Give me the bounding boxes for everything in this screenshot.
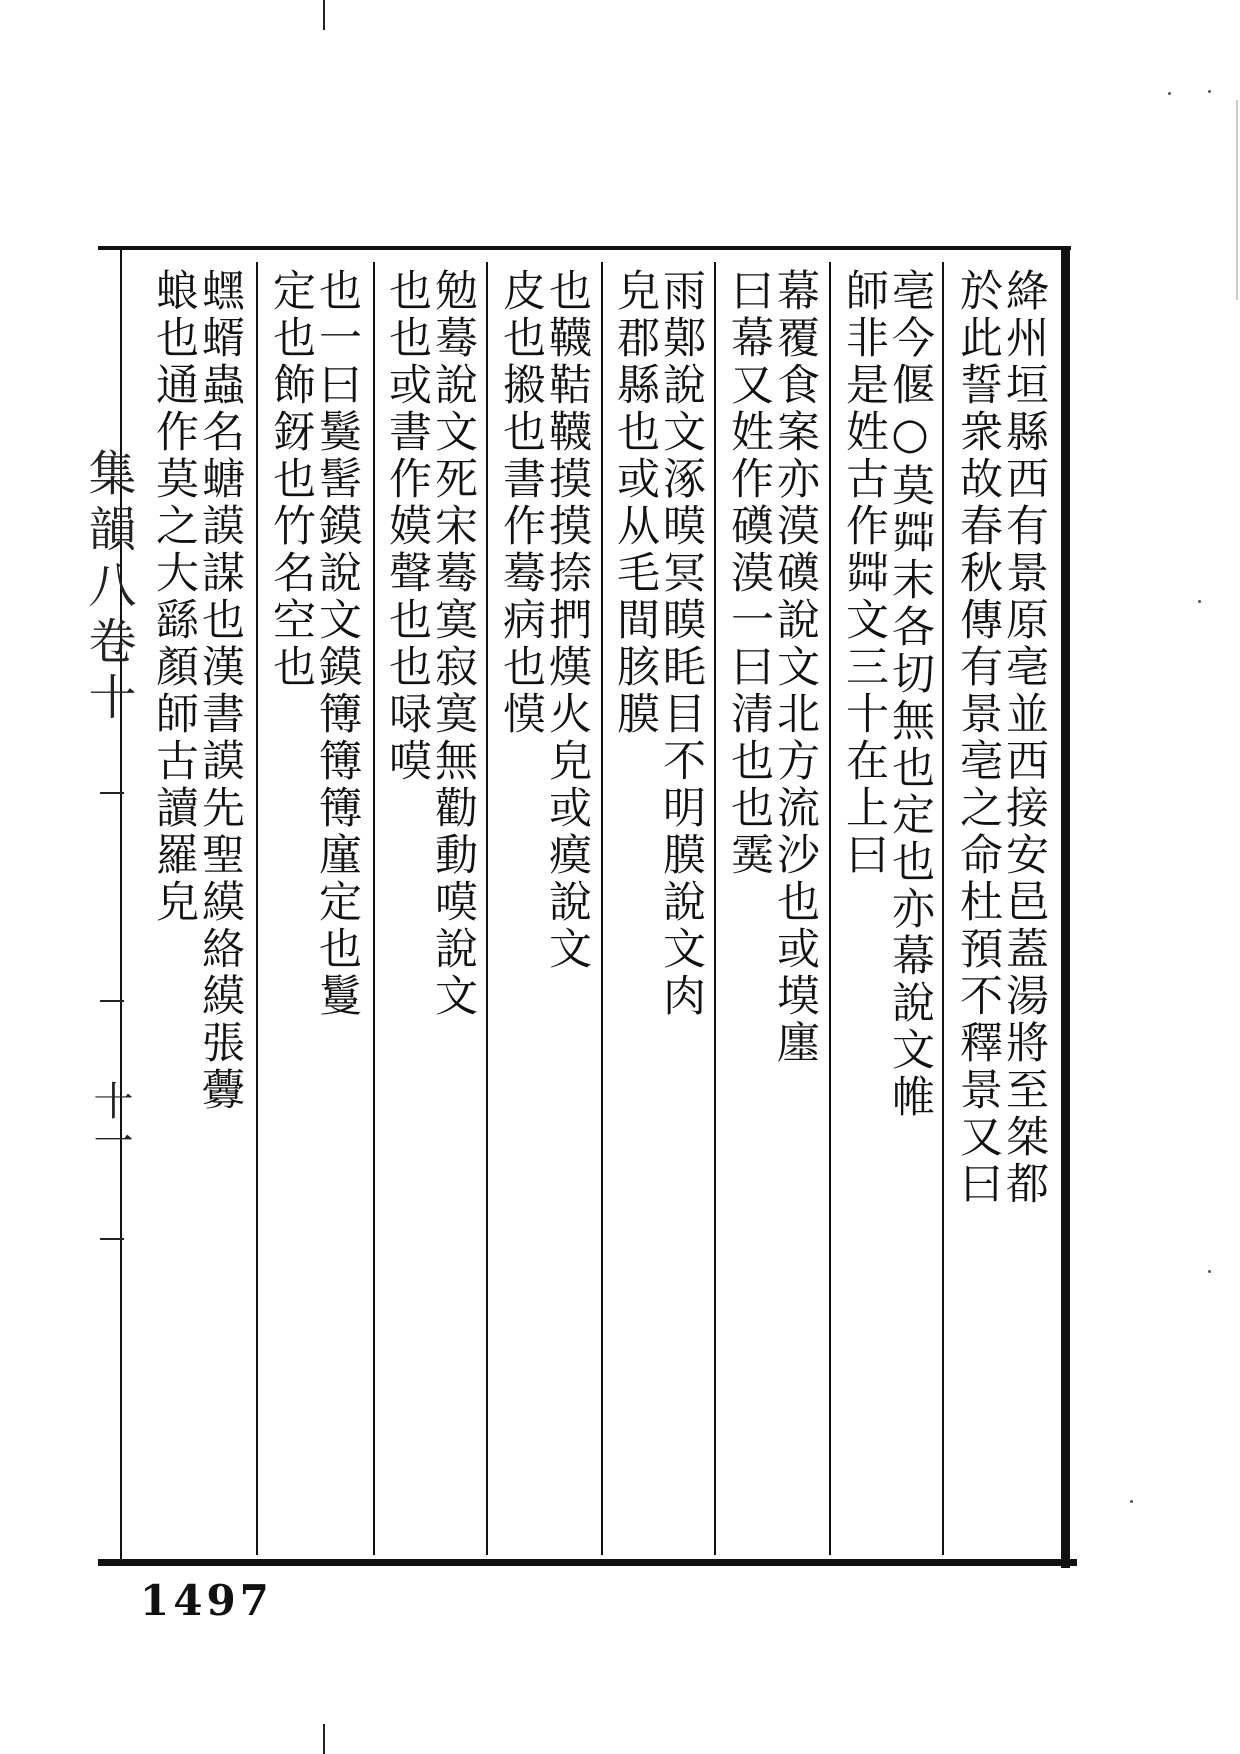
page-number: 1497	[140, 1576, 273, 1625]
text-line: 曰幕又姓作磸漠一曰清也也霙	[724, 268, 774, 879]
crop-mark-top	[323, 0, 325, 30]
scan-speck	[1168, 92, 1171, 95]
text-line: 幕覆食案亦漠磸說文北方流沙也或塻廛	[770, 268, 820, 1067]
text-line: 也韈鞊韈摸摸捺捫熯火皃或瘼說文	[542, 268, 592, 973]
text-line: 定也飾釾也竹名空也	[266, 268, 316, 691]
margin-rule	[100, 1238, 124, 1240]
scan-speck	[1130, 1500, 1133, 1503]
text-line: 皮也摋也書作蓦病也慔	[496, 268, 546, 738]
text-line: 師非是姓古作茻文三十在上曰	[839, 268, 889, 879]
margin-book-title: 集韻八卷十	[80, 448, 136, 728]
column-divider	[373, 262, 375, 1555]
frame-left-border	[120, 250, 122, 1561]
text-column-8	[146, 268, 246, 1553]
text-column-7	[265, 268, 365, 1553]
crop-mark-bottom	[323, 1724, 325, 1754]
frame-bottom-border	[98, 1559, 1077, 1566]
column-divider	[486, 262, 488, 1555]
text-line: 勉蓦說文死宋蓦寞寂寞無勸動嗼說文	[428, 268, 478, 1020]
text-line: 也一曰鬕髺鏌說文鏌簙簙簙廑定也鬘	[312, 268, 362, 1020]
text-column-5	[495, 268, 595, 1553]
margin-rule	[100, 792, 124, 794]
text-line: 皃郡縣也或从毛間胲膜	[610, 268, 660, 738]
column-divider	[942, 262, 944, 1555]
text-column-1	[952, 268, 1052, 1553]
text-line: 蜋也通作莫之大繇顏師古讀羅皃	[149, 268, 199, 926]
column-divider	[829, 262, 831, 1555]
text-line: 也也或書作嫫聲也也㖨嗼	[382, 268, 432, 785]
frame-right-border	[1061, 246, 1070, 1568]
margin-rule	[100, 1000, 124, 1002]
column-divider	[714, 262, 716, 1555]
crop-mark-right	[1236, 100, 1238, 300]
margin-leaf-number: 十一	[87, 1080, 133, 1160]
text-column-4	[609, 268, 709, 1553]
text-line: 於此誓衆故春秋傳有景亳之命杜預不釋景又曰	[953, 268, 1003, 1208]
column-divider	[256, 262, 258, 1555]
scan-speck	[1208, 90, 1211, 93]
text-column-2	[838, 268, 938, 1553]
scan-speck	[1208, 1270, 1211, 1273]
text-line: 絳州垣縣西有景原亳並西接安邑蓋湯將至桀都	[999, 268, 1049, 1208]
column-divider	[601, 262, 603, 1555]
text-line: 亳今偃○莫茻末各切無也定也亦幕說文帷	[885, 268, 935, 1121]
text-line: 蟔蝑蟲名螗謨謀也漢書謨先聖縸絡縸張虋	[195, 268, 245, 1114]
text-column-6	[381, 268, 481, 1553]
text-column-3	[723, 268, 823, 1553]
scan-speck	[1198, 600, 1201, 603]
text-line: 雨鄚說文涿暯冥瞙眊目不明膜說文肉	[656, 268, 706, 1020]
